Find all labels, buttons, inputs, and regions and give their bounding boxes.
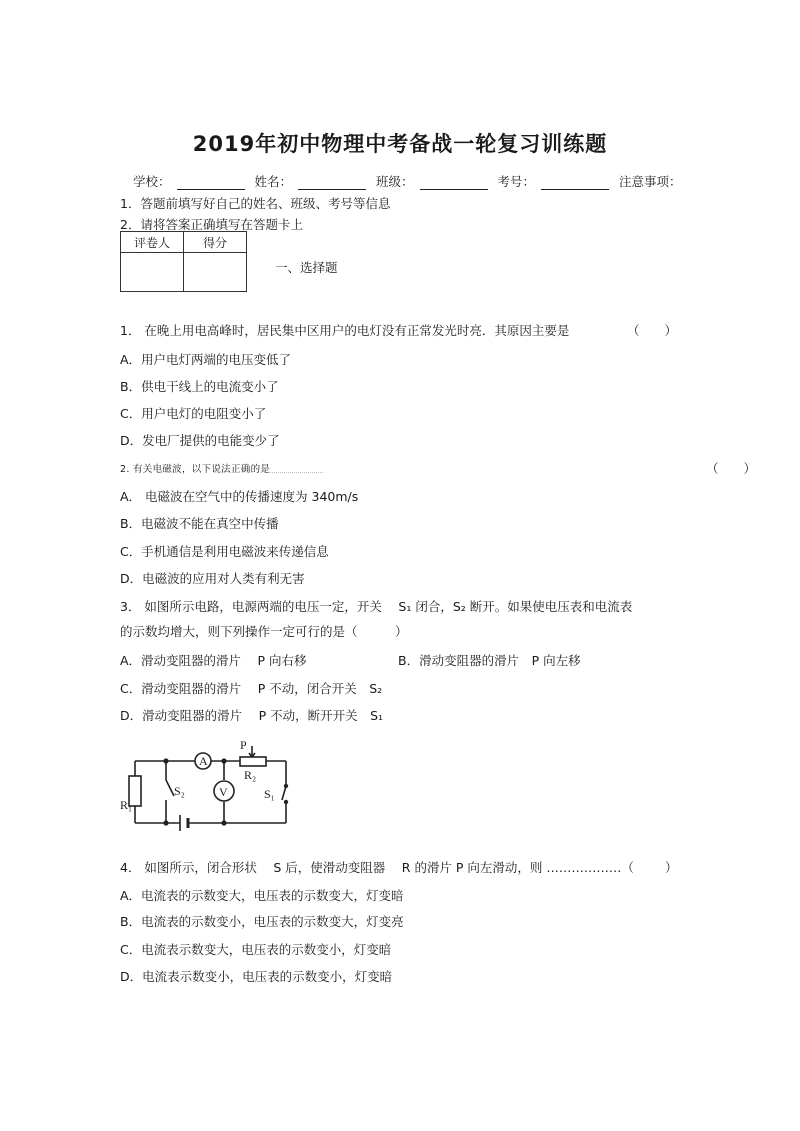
q1-option-d[interactable]: D．发电厂提供的电能变少了 (120, 433, 280, 448)
q3-option-c[interactable]: C．滑动变阻器的滑片 P 不动，闭合开关 S₂ (120, 681, 383, 696)
q3-option-d[interactable]: D．滑动变阻器的滑片 P 不动，断开开关 S₁ (120, 708, 384, 723)
ammeter-label: A (199, 754, 208, 768)
q1-answer-paren[interactable]: （ ） (627, 323, 678, 338)
q2-stem: 2. 有关电磁波，以下说法正确的是 (120, 464, 271, 475)
info-line (133, 172, 682, 190)
q2-option-c[interactable]: C．手机通信是利用电磁波来传递信息 (120, 544, 329, 559)
q2-faint-line (268, 472, 323, 473)
q4-option-b[interactable]: B．电流表的示数变小，电压表的示数变大，灯变亮 (120, 914, 404, 929)
q3-stem-line2: 的示数均增大，则下列操作一定可行的是（ ） (120, 624, 408, 639)
q2-option-b[interactable]: B．电磁波不能在真空中传播 (120, 516, 279, 531)
score-table (120, 231, 247, 292)
name-label: 姓名： (254, 174, 293, 189)
q1-option-a[interactable]: A．用户电灯两端的电压变低了 (120, 352, 292, 367)
r2-label: R₂ (244, 768, 257, 782)
name-blank[interactable] (298, 177, 366, 190)
note-2: 2．请将答案正确填写在答题卡上 (120, 217, 303, 232)
exam-no-blank[interactable] (541, 177, 609, 190)
class-blank[interactable] (420, 177, 488, 190)
q4-option-d[interactable]: D．电流表示数变小，电压表的示数变小，灯变暗 (120, 969, 393, 984)
q3-option-a[interactable]: A．滑动变阻器的滑片 P 向右移 (120, 653, 307, 668)
q3-option-b[interactable]: B．滑动变阻器的滑片 P 向左移 (398, 653, 581, 668)
q3-stem-line1: 3． 如图所示电路，电源两端的电压一定，开关 S₁ 闭合，S₂ 断开。如果使电压表和电流表 (120, 599, 633, 614)
s2-label: S₂ (174, 784, 185, 798)
q4-stem: 4． 如图所示，闭合形状 S 后，使滑动变阻器 R 的滑片 P 向左滑动，则 ………………（ (120, 860, 634, 875)
score-header: 得分 (184, 232, 247, 253)
q2-option-d[interactable]: D．电磁波的应用对人类有利无害 (120, 571, 305, 586)
q4-answer-paren-end[interactable]: ） (665, 860, 678, 875)
school-blank[interactable] (177, 177, 245, 190)
s1-label: S₁ (264, 787, 275, 801)
class-label: 班级： (376, 174, 414, 189)
circuit-diagram (118, 732, 298, 832)
r1-label: R₁ (120, 798, 133, 812)
note-1: 1．答题前填写好自己的姓名、班级、考号等信息 (120, 196, 391, 211)
reviewer-header: 评卷人 (121, 232, 184, 253)
page-title: 2019年初中物理中考备战一轮复习训练题 (192, 132, 608, 156)
q2-answer-paren[interactable]: （ ） (706, 461, 757, 476)
school-label: 学校： (133, 174, 171, 189)
q1-stem: 1． 在晚上用电高峰时，居民集中区用户的电灯没有正常发光时亮．其原因主要是 (120, 323, 570, 338)
q1-option-c[interactable]: C．用户电灯的电阻变小了 (120, 406, 267, 421)
notice-label: 注意事项： (619, 174, 682, 189)
score-cell[interactable] (184, 253, 247, 292)
voltmeter-label: V (219, 785, 228, 799)
slider-label: P (240, 738, 247, 752)
r2-rheostat (240, 757, 266, 766)
q4-option-c[interactable]: C．电流表示数变大，电压表的示数变小，灯变暗 (120, 942, 392, 957)
exam-no-label: 考号： (497, 174, 536, 189)
q2-option-a[interactable]: A． 电磁波在空气中的传播速度为 340m/s (120, 489, 359, 504)
section-heading: 一、选择题 (275, 260, 338, 275)
reviewer-cell[interactable] (121, 253, 184, 292)
q4-option-a[interactable]: A．电流表的示数变大，电压表的示数变大，灯变暗 (120, 888, 404, 903)
q1-option-b[interactable]: B．供电干线上的电流变小了 (120, 379, 279, 394)
